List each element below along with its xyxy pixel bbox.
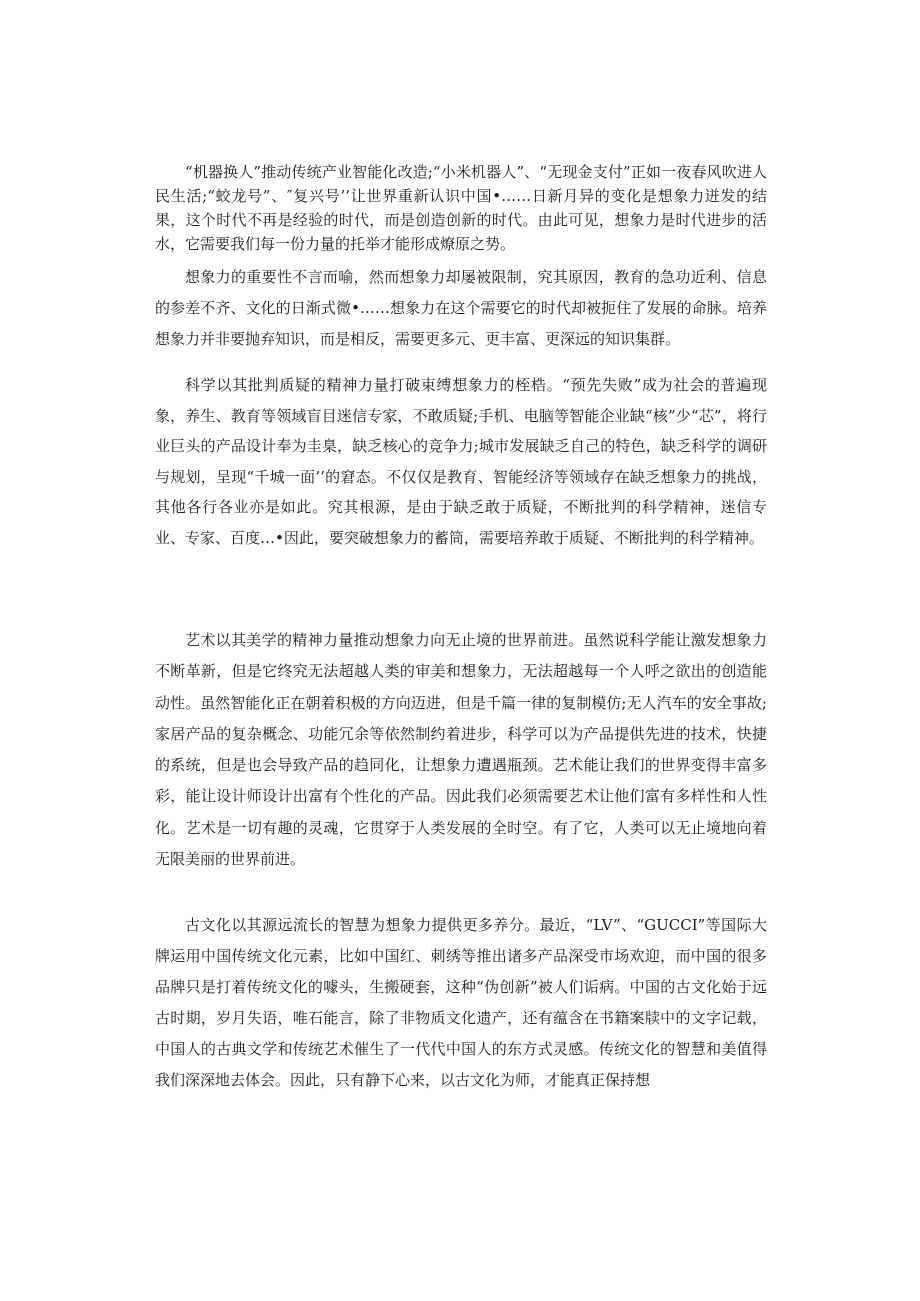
paragraph-imagination-restricted: 想象力的重要性不言而喻，然而想象力却屡被限制，究其原因，教育的急功近利、信息的参差不齐、文化的日渐式微•……想象力在这个需要它的时代却被扼住了发展的命脉。培养想象力并非要抛弃知识，而是相反，需要更多元、更丰富、更深远的知识集群。: [155, 268, 767, 348]
paragraph-art: 艺术以其美学的精神力量推动想象力向无止境的世界前进。虽然说科学能让激发想象力不断革新，但是它终究无法超越人类的审美和想象力，无法超越每一个人呼之欲出的创造能动性。虽然智能化正在朝着积极的方向迈进，但是千篇一律的复制模仿;无人汽车的安全事故;家居产品的复杂概念、功能冗余等依然制约着进步，科学可以为产品提供先进的技术，快捷的系统，但是也会导致产品的趋同化，让想象力遭遇瓶颈。艺术能让我们的世界变得丰富多彩，能让设计师设计出富有个性化的产品。因此我们必须需要艺术让他们富有多样性和人性化。艺术是一切有趣的灵魂，它贯穿于人类发展的全时空。有了它，人类可以无止境地向着无限美丽的世界前进。: [155, 631, 767, 869]
paragraph-intelligent-era: “机器换人”推动传统产业智能化改造;“小米机器人”、“无现金支付”正如一夜春风吹进人民生活;“蛟龙号”、″复兴号’’让世界重新认识中国•……日新月异的变化是想象力迸发的结果，这个时代不再是经验的时代，而是创造创新的时代。由此可见，想象力是时代进步的活水，它需要我们每一份力量的托举才能形成燎原之势。: [155, 163, 767, 253]
paragraph-ancient-culture: 古文化以其源远流长的智慧为想象力提供更多养分。最近，“LV”、“GUCCI”等国际大牌运用中国传统文化元素，比如中国红、刺绣等推出诸多产品深受市场欢迎，而中国的很多品牌只是打着传统文化的噱头，生搬硬套，这种“伪创新”被人们诟病。中国的古文化始于远古时期，岁月失语，唯石能言，除了非物质文化遗产，还有蕴含在书籍案牍中的文字记载，中国人的古典文学和传统艺术催生了一代代中国人的东方式灵感。传统文化的智慧和美值得我们深深地去体会。因此，只有静下心来，以古文化为师，才能真正保持想: [155, 916, 767, 1089]
paragraph-science: 科学以其批判质疑的精神力量打破束缚想象力的桎梏。“预先失败”成为社会的普遍现象，养生、教育等领域盲目迷信专家，不敢质疑;手机、电脑等智能企业缺“核”少“芯”，将行业巨头的产品设计奉为圭臬，缺乏核心的竞争力;城市发展缺乏自己的特色，缺乏科学的调研与规划，呈现“千城一面’’的窘态。不仅仅是教育、智能经济等领域存在缺乏想象力的挑战，其他各行各业亦是如此。究其根源，是由于缺乏敢于质疑，不断批判的科学精神，迷信专业、专家、百度…•因此，要突破想象力的蓄筒，需要培养敢于质疑、不断批判的科学精神。: [155, 376, 767, 547]
